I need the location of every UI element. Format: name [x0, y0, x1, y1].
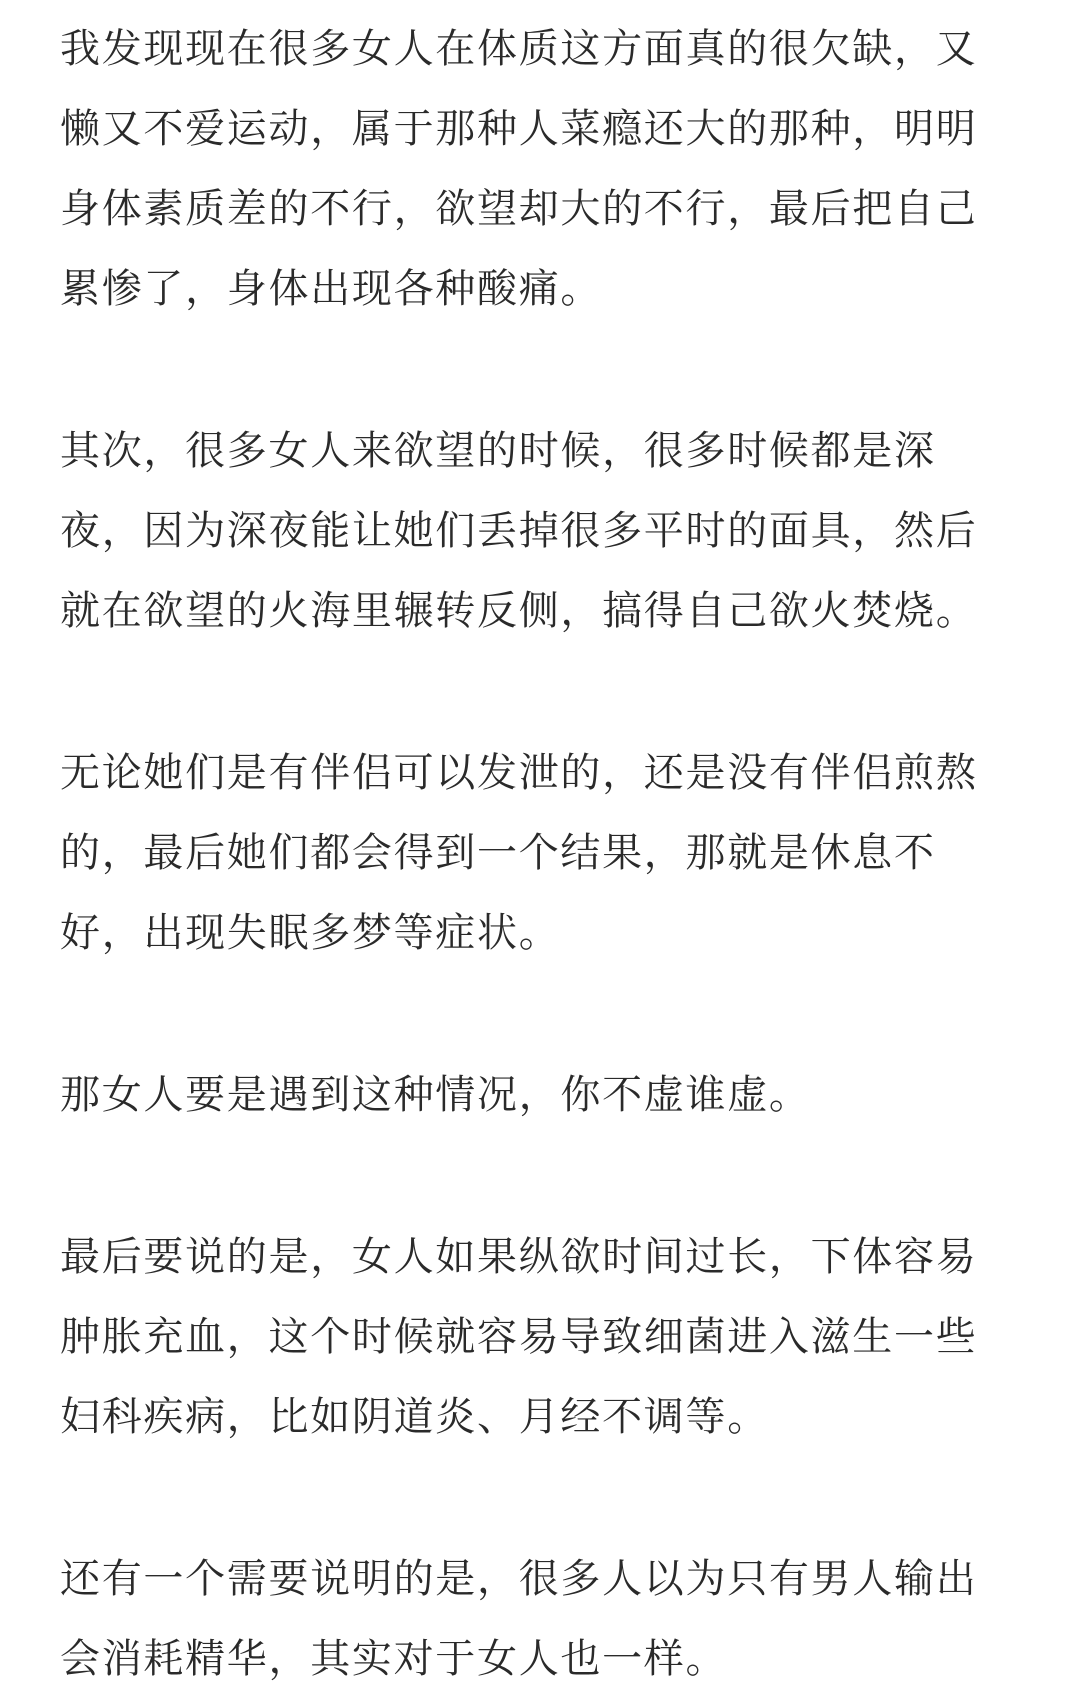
paragraph-5: 最后要说的是，女人如果纵欲时间过长，下体容易 肿胀充血，这个时候就容易导致细菌进入滋生一些 妇科疾病，比如阴道炎、月经不调等。 [60, 1234, 978, 1440]
paragraph-3: 无论她们是有伴侣可以发泄的，还是没有伴侣煎熬 的，最后她们都会得到一个结果，那就是休息不 好，出现失眠多梦等症状。 [60, 750, 978, 956]
article-body [60, 9, 1020, 1699]
paragraph-4: 那女人要是遇到这种情况，你不虚谁虚。 [60, 1072, 811, 1118]
paragraph-1: 我发现现在很多女人在体质这方面真的很欠缺，又 懒又不爱运动，属于那种人菜瘾还大的那种，明明 身体素质差的不行，欲望却大的不行，最后把自己 累惨了，身体出现各种酸痛。 [60, 26, 978, 312]
paragraph-6: 还有一个需要说明的是，很多人以为只有男人输出 会消耗精华，其实对于女人也一样。 [60, 1556, 978, 1682]
paragraph-2: 其次，很多女人来欲望的时候，很多时候都是深 夜，因为深夜能让她们丢掉很多平时的面具，然后 就在欲望的火海里辗转反侧，搞得自己欲火焚烧。 [60, 428, 978, 634]
